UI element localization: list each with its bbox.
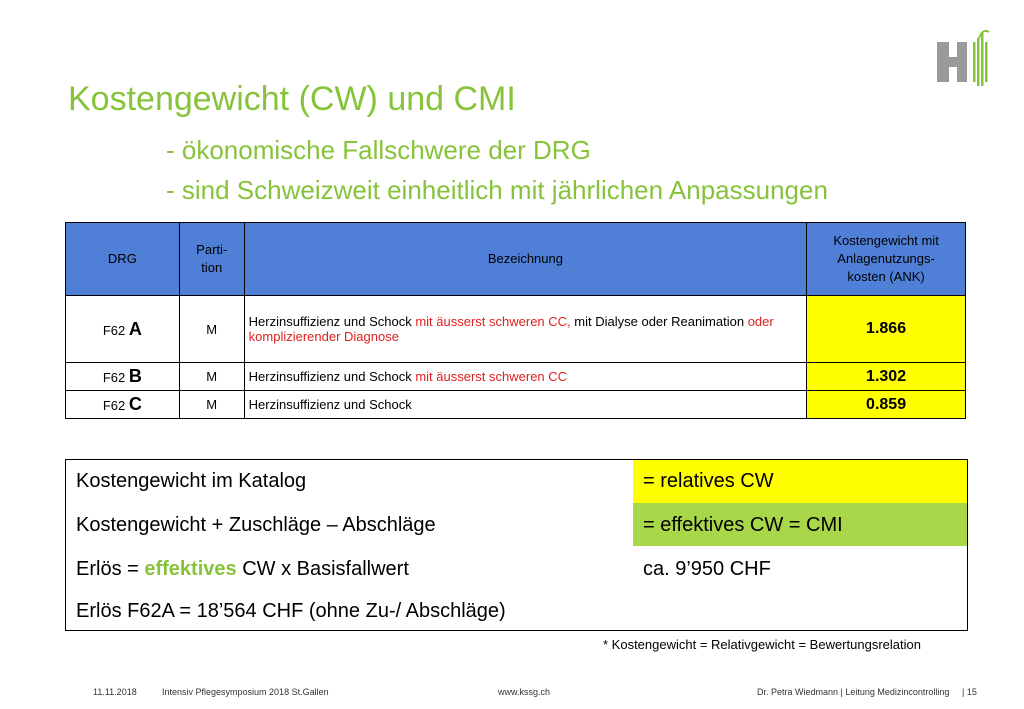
partition-cell: M (179, 391, 244, 419)
bez-red-text: oder komplizierender Diagnose (248, 314, 774, 344)
drg-prefix: F62 (102, 322, 126, 338)
drg-prefix: F62 (102, 370, 126, 385)
header-cw-line2: Anlagenutzungs- (837, 251, 935, 266)
drg-prefix: F62 (102, 398, 126, 413)
summary-line3-right: ca. 9’950 CHF (643, 558, 771, 580)
summary-line1-left: Kostengewicht im Katalog (76, 470, 307, 492)
page-subtitle-2: - sind Schweizweit einheitlich mit jährlichen Anpassungen (166, 175, 828, 205)
footer-date: 11.11.2018 (93, 687, 137, 697)
summary-line4-left: Erlös F62A = 18’564 CHF (ohne Zu-/ Abschläge) (76, 600, 506, 622)
summary-line1-right: = relatives CW (643, 470, 774, 492)
page-title: Kostengewicht (CW) und CMI (68, 80, 516, 118)
hospital-logo-icon (937, 28, 995, 90)
bez-text: Herzinsuffizienz und Schock (248, 369, 416, 384)
header-cw-line3: kosten (ANK) (847, 269, 925, 284)
drg-letter: B (128, 366, 142, 386)
cw-value-cell: 0.859 (807, 391, 966, 419)
table-row (66, 296, 966, 363)
cw-value-cell: 1.866 (807, 296, 966, 363)
header-bezeichnung: Bezeichnung (244, 223, 806, 296)
bezeichnung-cell (244, 363, 806, 391)
bezeichnung-cell: Herzinsuffizienz und Schock (244, 391, 806, 419)
summary-line3-c: CW x Basisfallwert (236, 558, 409, 580)
bez-text: mit Dialyse oder Reanimation (570, 314, 748, 329)
drg-cell (66, 391, 180, 419)
header-partition-line1: Parti- (196, 242, 228, 257)
footer-page-number: | 15 (962, 687, 977, 697)
header-cw-line1: Kostengewicht mit (833, 233, 939, 248)
summary-line2-left: Kostengewicht + Zuschläge – Abschläge (76, 514, 436, 536)
header-drg: DRG (66, 223, 180, 296)
bezeichnung-cell (244, 296, 806, 363)
table-header-row (66, 223, 966, 296)
header-partition-line2: tion (201, 260, 223, 275)
drg-table (65, 222, 966, 419)
summary-line3-left (76, 558, 409, 581)
bez-text: Herzinsuffizienz und Schock (248, 314, 416, 329)
drg-letter: C (128, 394, 142, 414)
summary-line2-right: = effektives CW = CMI (643, 514, 843, 536)
summary-box (65, 459, 968, 631)
partition-cell: M (179, 296, 244, 363)
table-row (66, 391, 966, 419)
footer-url[interactable]: www.kssg.ch (498, 687, 551, 697)
drg-cell (66, 296, 180, 363)
cw-value-cell: 1.302 (807, 363, 966, 391)
drg-letter: A (128, 318, 142, 339)
drg-cell (66, 363, 180, 391)
footer-event: Intensiv Pflegesymposium 2018 St.Gallen (162, 687, 329, 697)
summary-line3-a: Erlös = (76, 558, 145, 580)
header-cw (807, 223, 966, 296)
header-partition (179, 223, 244, 296)
footer-author: Dr. Petra Wiedmann | Leitung Medizincontrolling (757, 687, 950, 697)
footnote: * Kostengewicht = Relativgewicht = Bewertungsrelation (603, 637, 921, 652)
page-subtitle-1: - ökonomische Fallschwere der DRG (166, 135, 591, 165)
bez-red-text: mit äusserst schweren CC, (415, 314, 571, 329)
bez-red-text: mit äusserst schweren CC (415, 369, 568, 384)
partition-cell: M (179, 363, 244, 391)
summary-line3-highlight: effektives (144, 558, 237, 580)
table-row (66, 363, 966, 391)
